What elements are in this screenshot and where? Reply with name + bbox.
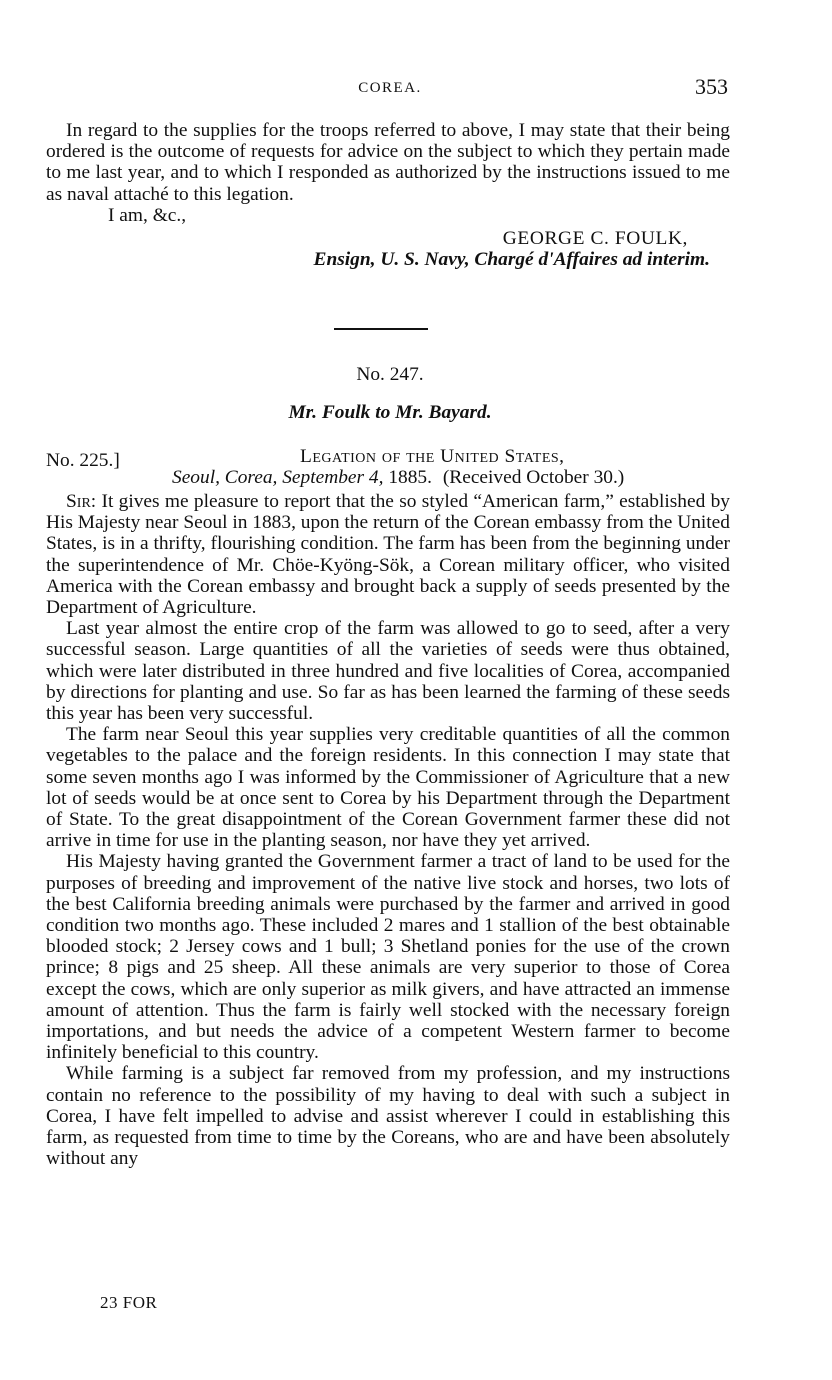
signer-name: GEORGE C. FOULK, bbox=[502, 228, 688, 250]
signature-mark: 23 FOR bbox=[100, 1293, 158, 1312]
dispatch-number: No. 225.] bbox=[46, 450, 120, 471]
page-header bbox=[0, 76, 832, 100]
place-date: Seoul, Corea, September 4, bbox=[172, 467, 384, 488]
paragraph-3: The farm near Seoul this year supplies very creditable quantities of all the common vegetables to the palace and the foreign residents. In this connection I may state that some seven months ago I was informed by the Commissioner of Agriculture that a new lot of seeds would be at once sent to Corea by his Department through the Department of State. To the great disappointment of the Corean Government farmer these did not arrive in time for use in the planting season, nor have they yet arrived. bbox=[46, 724, 730, 852]
salutation: Sir: bbox=[66, 491, 97, 512]
running-title: COREA. bbox=[358, 80, 422, 96]
paragraph-2: Last year almost the entire crop of the farm was allowed to go to seed, after a very successful season. Large quantities of all the varieties of seeds were thus obtained, which were later distributed in three hundred and five localities of Corea, accompanied by directions for planting and use. So far as has been learned the farming of these seeds this year has been very successful. bbox=[46, 618, 730, 725]
paragraph-4: His Majesty having granted the Government farmer a tract of land to be used for the purposes of breeding and improvement of the native live stock and horses, two lots of the best California breeding animals were purchased by the farmer and arrived in good condition two months ago. These included 2 mares and 1 stallion of the best obtainable blooded stock; 2 Jersey cows and 1 bull; 3 Shetland ponies for the use of the crown prince; 8 pigs and 25 sheep. All these animals are very superior to those of Corea except the cows, which are only superior as milk givers, and have attracted an immense amount of attention. Thus the farm is fairly well stocked with the necessary foreign importations, and but needs the advice of a competent Western farmer to become infinitely beneficial to this country. bbox=[46, 851, 730, 1064]
document-title: Mr. Foulk to Mr. Bayard. bbox=[288, 402, 492, 423]
section-divider bbox=[334, 328, 428, 330]
dateline bbox=[172, 467, 624, 489]
received-date: (Received October 30.) bbox=[442, 467, 625, 488]
document-number: No. 247. bbox=[356, 364, 424, 385]
date-year: 1885. bbox=[388, 467, 432, 488]
letter-body bbox=[46, 491, 730, 1170]
paragraph-5: While farming is a subject far removed from my profession, and my instructions contain no reference to the possibility of my having to deal with such a subject in Corea, I have felt impelled to advise and assist wherever I could in establishing this farm, as requested from time to time by the Coreans, who are and have been absolutely without any bbox=[46, 1063, 730, 1170]
letter-closing-section bbox=[46, 120, 730, 270]
signer-title: Ensign, U. S. Navy, Chargé d'Affaires ad interim. bbox=[313, 249, 710, 271]
supplies-paragraph: In regard to the supplies for the troops referred to above, I may state that their being ordered is the outcome of requests for advice on the subject to which they pertain made to me last year, and to which I responded as authorized by the instructions issued to me as naval attaché to this legation. bbox=[46, 120, 730, 205]
page-number: 353 bbox=[695, 74, 728, 99]
closing-formula: I am, &c., bbox=[108, 204, 187, 226]
paragraph-1-text: It gives me pleasure to report that the so styled “American farm,” established by His Majesty near Seoul in 1883, upon the return of the Corean embassy from the United States, is in a thrifty, flourishing condition. The farm has been from the beginning under the superintendence of Mr. Chöe-Kyöng-Sök, a Corean military officer, who visited America with the Corean embassy and brought back a supply of seeds presented by the Department of Agriculture. bbox=[46, 491, 731, 619]
legation-heading: Legation of the United States, bbox=[300, 446, 565, 467]
paragraph-1 bbox=[46, 491, 730, 618]
